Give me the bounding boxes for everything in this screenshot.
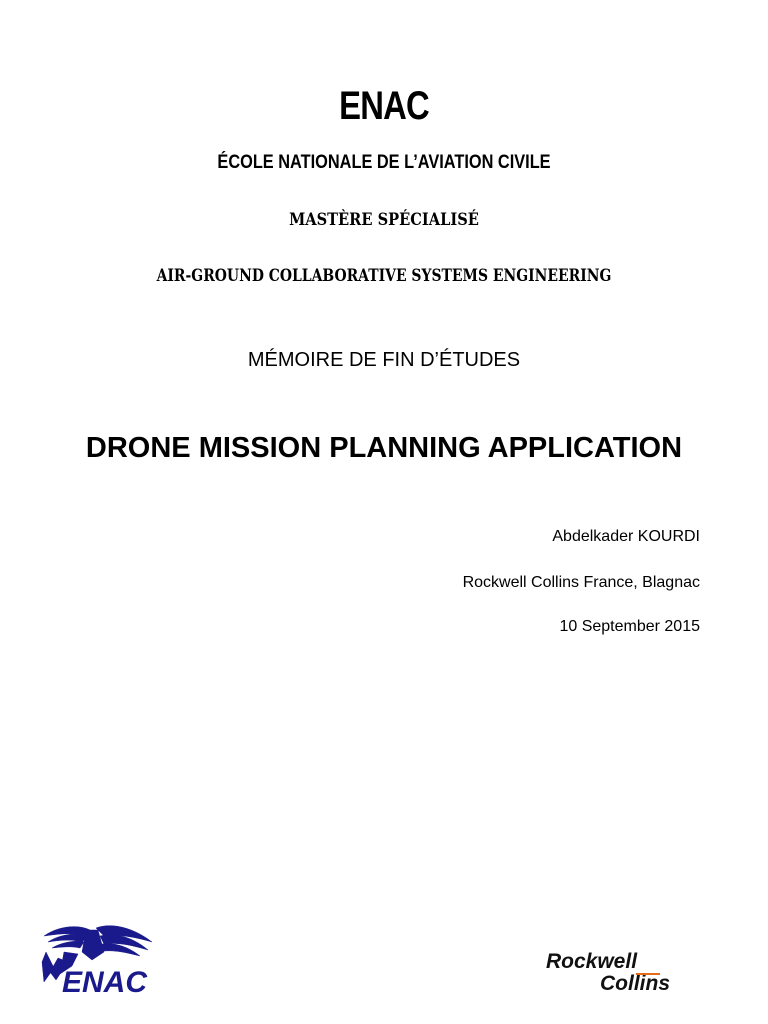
program-type: MASTÈRE SPÉCIALISÉ [289, 210, 479, 230]
thesis-title: DRONE MISSION PLANNING APPLICATION [85, 432, 683, 464]
author-name: Abdelkader KOURDI [552, 528, 700, 545]
rockwell-collins-logo [540, 948, 690, 994]
submission-date: 10 September 2015 [559, 618, 700, 635]
enac-logo [38, 922, 158, 998]
thesis-type: MÉMOIRE DE FIN D’ÉTUDES [247, 349, 521, 371]
school-name: ÉCOLE NATIONALE DE L’AVIATION CIVILE [217, 152, 551, 173]
rockwell-collins-logo-line2: Collins [600, 972, 671, 994]
enac-logo-text: ENAC [62, 966, 148, 998]
program-name: AIR-GROUND COLLABORATIVE SYSTEMS ENGINEERING [156, 266, 612, 286]
rockwell-collins-logo-line1: Rockwell [546, 950, 638, 973]
company-location: Rockwell Collins France, Blagnac [462, 574, 700, 591]
school-acronym: ENAC [339, 84, 429, 128]
